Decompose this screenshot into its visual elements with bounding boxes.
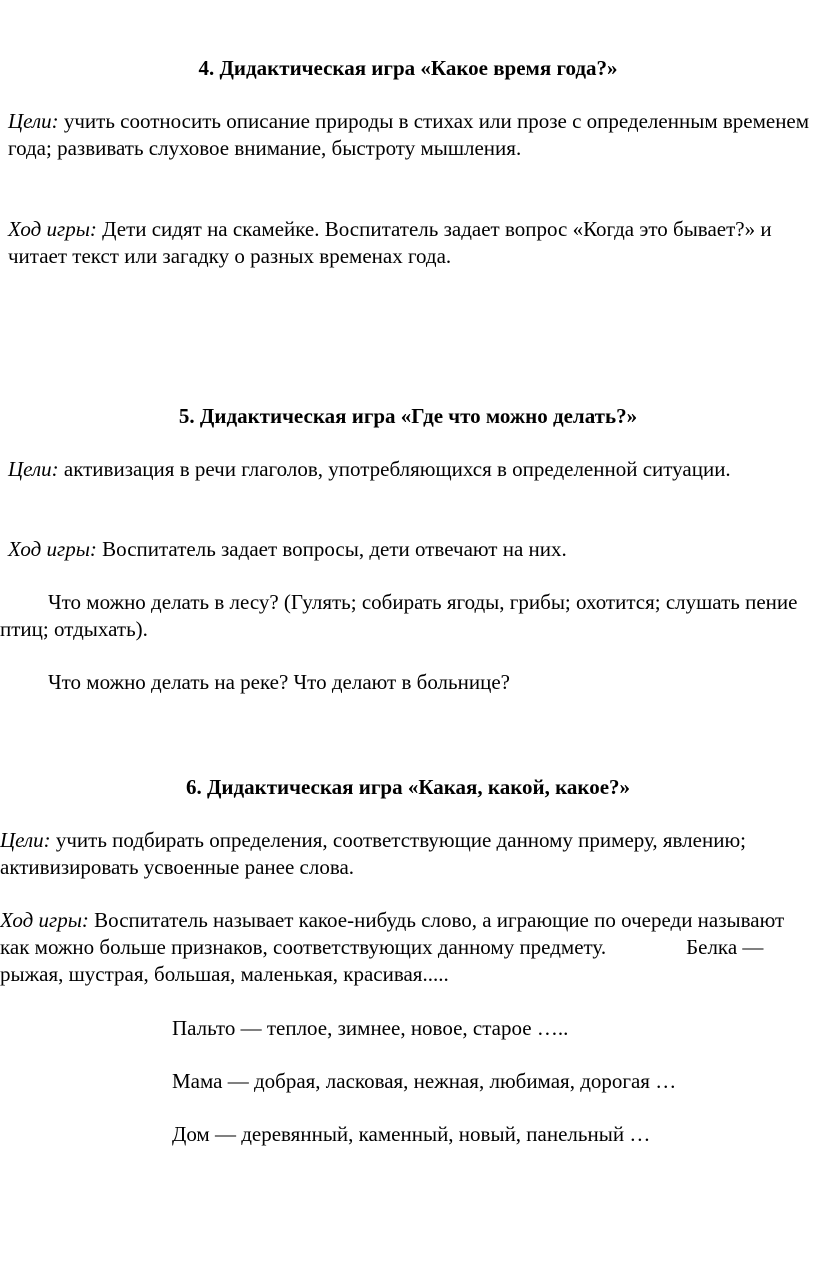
section-5-goal <box>0 456 812 483</box>
example-mom: Мама — добрая, ласковая, нежная, любимая, дорогая … <box>172 1069 677 1093</box>
example-house: Дом — деревянный, каменный, новый, панельный … <box>172 1122 651 1146</box>
process-label: Ход игры: <box>0 908 89 932</box>
section-6-process <box>0 907 816 988</box>
example-squirrel: Белка — рыжая, шустрая, большая, маленькая, красивая..... <box>0 935 764 986</box>
section-5-title: 5. Дидактическая игра «Где что можно делать?» <box>178 404 638 428</box>
section-5-process <box>0 536 812 563</box>
process-text: Воспитатель задает вопросы, дети отвечают на них. <box>96 537 567 561</box>
goal-text: учить соотносить описание природы в стихах или прозе с определенным временем года; развивать слуховое внимание, быстроту мышления. <box>8 109 810 160</box>
goal-label: Цели: <box>8 457 59 481</box>
goal-text: учить подбирать определения, соответствующие данному примеру, явлению; активизировать усвоенные ранее слова. <box>0 828 746 879</box>
section-6-title: 6. Дидактическая игра «Какая, какой, какое?» <box>185 775 631 799</box>
section-5-line-forest: Что можно делать в лесу? (Гулять; собирать ягоды, грибы; охотится; слушать пение птиц; отдыхать). <box>0 590 798 641</box>
section-4-goal <box>0 108 812 162</box>
goal-text: активизация в речи глаголов, употребляющихся в определенной ситуации. <box>58 457 731 481</box>
section-6-goal <box>0 827 812 881</box>
section-4-process <box>0 216 812 270</box>
example-coat: Пальто — теплое, зимнее, новое, старое ….. <box>172 1016 569 1040</box>
goal-label: Цели: <box>0 828 51 852</box>
goal-label: Цели: <box>8 109 59 133</box>
section-4-title: 4. Дидактическая игра «Какое время года?» <box>198 56 618 80</box>
section-5-line-river: Что можно делать на реке? Что делают в больнице? <box>48 670 510 694</box>
process-text: Воспитатель называет какое-нибудь слово, а играющие по очереди называют как можно больше признаков, соответствующих данному предмету. <box>0 908 785 959</box>
process-label: Ход игры: <box>8 537 97 561</box>
process-label: Ход игры: <box>8 217 97 241</box>
process-text: Дети сидят на скамейке. Воспитатель задает вопрос «Когда это бывает?» и читает текст или загадку о разных временах года. <box>8 217 772 268</box>
